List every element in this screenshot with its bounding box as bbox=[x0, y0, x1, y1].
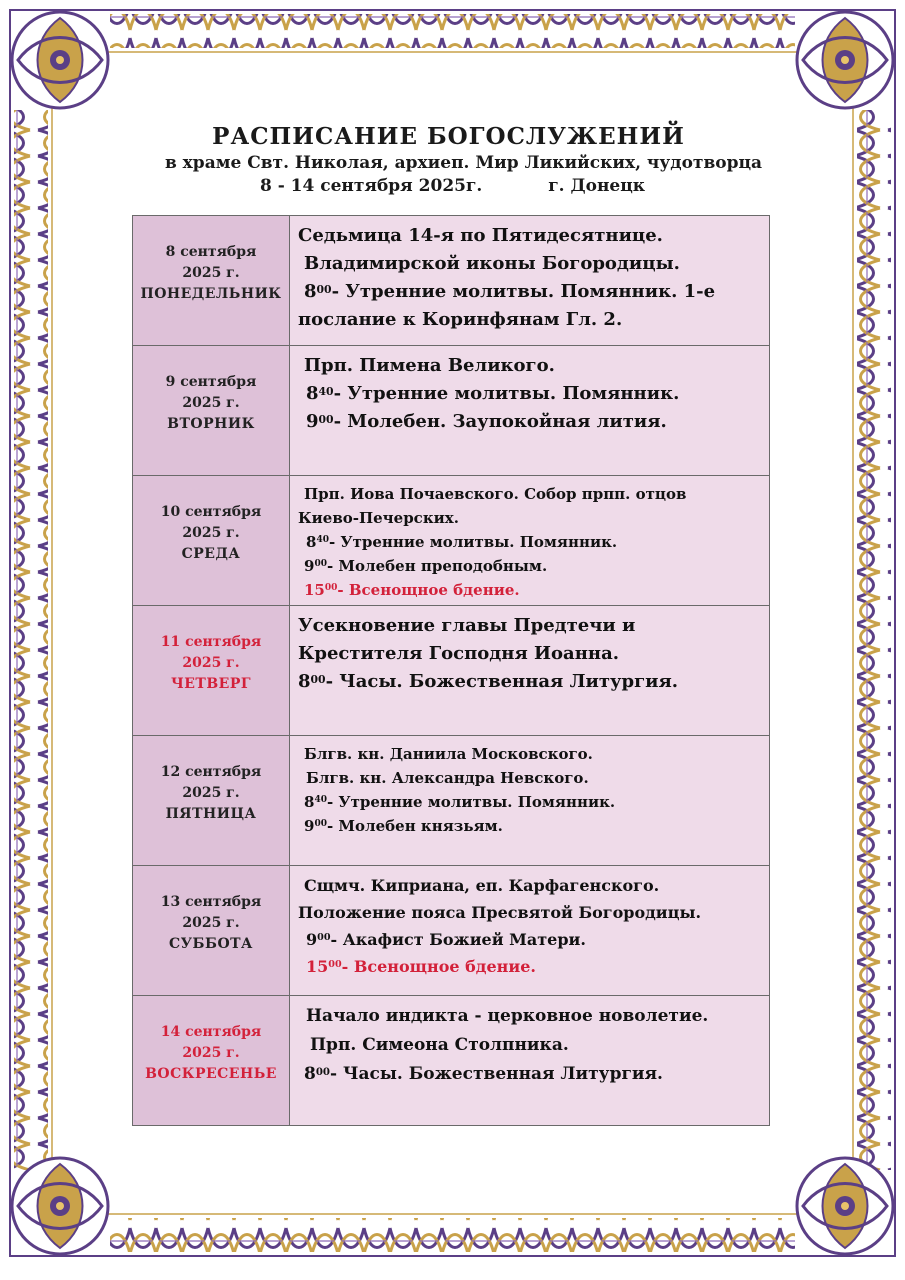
day-year: 2025 г. bbox=[182, 1045, 240, 1061]
events-cell bbox=[290, 346, 770, 476]
day-cell bbox=[133, 996, 290, 1126]
event-line: $8^{40}-$ Утренние молитвы. Помянник. bbox=[306, 533, 618, 551]
table-row bbox=[133, 216, 770, 346]
day-year: 2025 г. bbox=[182, 395, 240, 411]
day-weekday: СУББОТА bbox=[169, 936, 253, 952]
event-line: $8^{40}-$ Утренние молитвы. Помянник. bbox=[304, 793, 616, 811]
event-line: $8^{00}-$ Часы. Божественная Литургия. bbox=[304, 1064, 663, 1084]
event-line: $8^{40}-$ Утренние молитвы. Помянник. bbox=[306, 383, 680, 404]
service-time: $15^{00}$ bbox=[304, 581, 338, 599]
day-cell bbox=[133, 346, 290, 476]
day-weekday: ВОСКРЕСЕНЬЕ bbox=[145, 1066, 277, 1082]
event-line: $9^{00}-$ Молебен преподобным. bbox=[304, 557, 548, 575]
table-row bbox=[133, 866, 770, 996]
event-line: Начало индикта - церковное новолетие. bbox=[306, 1006, 709, 1026]
day-weekday: ЧЕТВЕРГ bbox=[170, 676, 252, 692]
table-row bbox=[133, 606, 770, 736]
day-weekday: ПОНЕДЕЛЬНИК bbox=[140, 286, 282, 302]
event-line: $15^{00}-$ Всенощное бдение. bbox=[304, 581, 520, 599]
day-cell bbox=[133, 866, 290, 996]
event-line: $8^{00}-$ Часы. Божественная Литургия. bbox=[298, 671, 679, 692]
corner-ornament-br bbox=[797, 1158, 893, 1254]
day-year: 2025 г. bbox=[182, 655, 240, 671]
service-time: $8^{40}$ bbox=[306, 383, 334, 404]
event-line: $8^{00}-$ Утренние молитвы. Помянник. 1-е bbox=[304, 281, 716, 302]
event-line: Усекновение главы Предтечи и bbox=[298, 615, 636, 636]
day-year: 2025 г. bbox=[182, 265, 240, 281]
day-weekday: СРЕДА bbox=[181, 546, 241, 562]
event-line: $9^{00}-$ Молебен. Заупокойная лития. bbox=[306, 411, 667, 432]
service-time: $9^{00}$ bbox=[306, 930, 331, 949]
event-line: $9^{00}-$ Акафист Божией Матери. bbox=[306, 930, 586, 949]
events-cell bbox=[290, 866, 770, 996]
day-cell bbox=[133, 736, 290, 866]
day-weekday: ВТОРНИК bbox=[167, 416, 255, 432]
event-line: послание к Коринфянам Гл. 2. bbox=[298, 309, 623, 330]
table-row bbox=[133, 736, 770, 866]
day-date: 12 сентября bbox=[160, 764, 262, 780]
day-cell bbox=[133, 216, 290, 346]
day-date: 13 сентября bbox=[160, 894, 262, 910]
events-cell bbox=[290, 996, 770, 1126]
event-line: $15^{00}-$ Всенощное бдение. bbox=[306, 957, 536, 976]
date-range: 8 - 14 сентября 2025г. bbox=[259, 176, 483, 196]
events-cell bbox=[290, 476, 770, 606]
service-time: $15^{00}$ bbox=[306, 957, 342, 976]
event-line: Блгв. кн. Александра Невского. bbox=[306, 769, 589, 787]
day-date: 11 сентября bbox=[160, 634, 262, 650]
service-time: $8^{00}$ bbox=[304, 281, 332, 302]
event-line: Прп. Пимена Великого. bbox=[304, 355, 555, 376]
day-date: 10 сентября bbox=[160, 504, 262, 520]
event-line: Седьмица 14-я по Пятидесятнице. bbox=[298, 225, 663, 246]
page-title: РАСПИСАНИЕ БОГОСЛУЖЕНИЙ bbox=[212, 123, 685, 150]
event-line: Владимирской иконы Богородицы. bbox=[304, 253, 680, 274]
day-year: 2025 г. bbox=[182, 785, 240, 801]
event-line: Положение пояса Пресвятой Богородицы. bbox=[298, 903, 702, 922]
day-cell bbox=[133, 476, 290, 606]
service-time: $8^{00}$ bbox=[298, 671, 326, 692]
corner-ornament-tr bbox=[797, 12, 893, 108]
table-row bbox=[133, 476, 770, 606]
day-date: 14 сентября bbox=[160, 1024, 262, 1040]
day-year: 2025 г. bbox=[182, 915, 240, 931]
event-line: Киево-Печерских. bbox=[298, 509, 459, 527]
dates-line bbox=[0, 174, 905, 198]
corner-ornament-tl bbox=[12, 12, 108, 108]
day-year: 2025 г. bbox=[182, 525, 240, 541]
events-cell bbox=[290, 606, 770, 736]
table-row bbox=[133, 996, 770, 1126]
day-date: 8 сентября bbox=[165, 244, 257, 260]
table-row bbox=[133, 346, 770, 476]
day-date: 9 сентября bbox=[165, 374, 257, 390]
event-line: $9^{00}-$ Молебен князьям. bbox=[304, 817, 503, 835]
corner-ornament-bl bbox=[12, 1158, 108, 1254]
service-time: $9^{00}$ bbox=[304, 557, 327, 575]
city-label: г. Донецк bbox=[548, 176, 646, 196]
schedule-header bbox=[0, 122, 905, 198]
church-subtitle: в храме Свт. Николая, архиеп. Мир Ликийских, чудотворца bbox=[164, 153, 763, 173]
service-time: $8^{00}$ bbox=[304, 1064, 331, 1084]
event-line: Крестителя Господня Иоанна. bbox=[298, 643, 620, 664]
schedule-table bbox=[132, 215, 770, 1126]
events-cell bbox=[290, 216, 770, 346]
event-line: Прп. Симеона Столпника. bbox=[310, 1035, 569, 1055]
service-time: $8^{40}$ bbox=[306, 533, 329, 551]
events-cell bbox=[290, 736, 770, 866]
service-time: $9^{00}$ bbox=[304, 817, 327, 835]
day-weekday: ПЯТНИЦА bbox=[165, 806, 257, 822]
event-line: Сщмч. Киприана, еп. Карфагенского. bbox=[304, 876, 660, 895]
event-line: Прп. Иова Почаевского. Собор прпп. отцов bbox=[304, 485, 687, 503]
service-time: $8^{40}$ bbox=[304, 793, 327, 811]
service-time: $9^{00}$ bbox=[306, 411, 334, 432]
day-cell bbox=[133, 606, 290, 736]
event-line: Блгв. кн. Даниила Московского. bbox=[304, 745, 593, 763]
